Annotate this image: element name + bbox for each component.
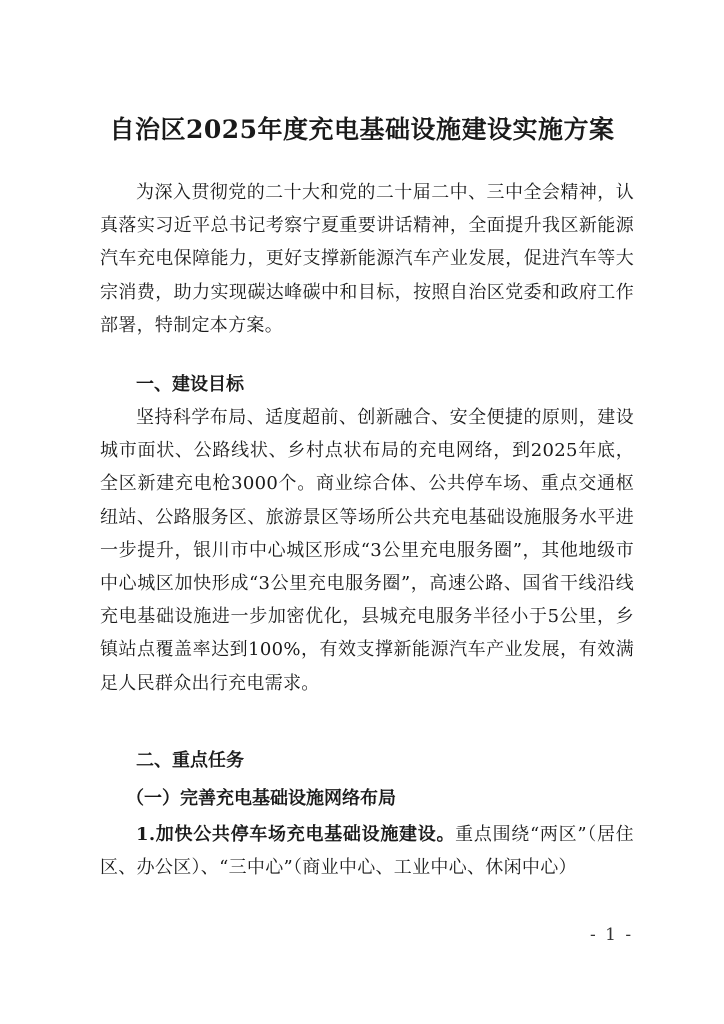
intro-paragraph bbox=[100, 176, 634, 342]
page-number: - 1 - bbox=[590, 925, 634, 945]
section-heading-goals: 一、建设目标 bbox=[136, 374, 244, 395]
document-title: 自治区2025年度充电基础设施建设实施方案 bbox=[109, 115, 615, 144]
item1-text: 重点围绕“两区”（居住区、办公区）、“三中心”（商业中心、工业中心、休闲中心） bbox=[100, 824, 634, 879]
subsection-heading-network: （一）完善充电基础设施网络布局 bbox=[126, 788, 396, 809]
goals-paragraph bbox=[100, 401, 634, 700]
item1-content bbox=[100, 818, 634, 884]
intro-text: 为深入贯彻党的二十大和党的二十届二中、三中全会精神，认真落实习近平总书记考察宁夏重要讲话精神，全面提升我区新能源汽车充电保障能力，更好支撑新能源汽车产业发展，促进汽车等大宗消费，助力实现碳达峰碳中和目标，按照自治区党委和政府工作部署，特制定本方案。 bbox=[100, 182, 634, 336]
item1-lead: 1.加快公共停车场充电基础设施建设。 bbox=[136, 824, 456, 845]
section-heading-tasks: 二、重点任务 bbox=[136, 750, 244, 771]
goals-text: 坚持科学布局、适度超前、创新融合、安全便捷的原则，建设城市面状、公路线状、乡村点状布局的充电网络，到2025年底，全区新建充电枪3000个。商业综合体、公共停车场、重点交通枢纽站、公路服务区、旅游景区等场所公共充电基础设施服务水平进一步提升，银川市中心城区形成“3公里充电服务圈”，其他地级市中心城区加快形成“3公里充电服务圈”，高速公路、国省干线沿线充电基础设施进一步加密优化，县城充电服务半径小于5公里，乡镇站点覆盖率达到100%，有效支撑新能源汽车产业发展，有效满足人民群众出行充电需求。 bbox=[100, 407, 634, 694]
item1-paragraph bbox=[100, 818, 634, 884]
